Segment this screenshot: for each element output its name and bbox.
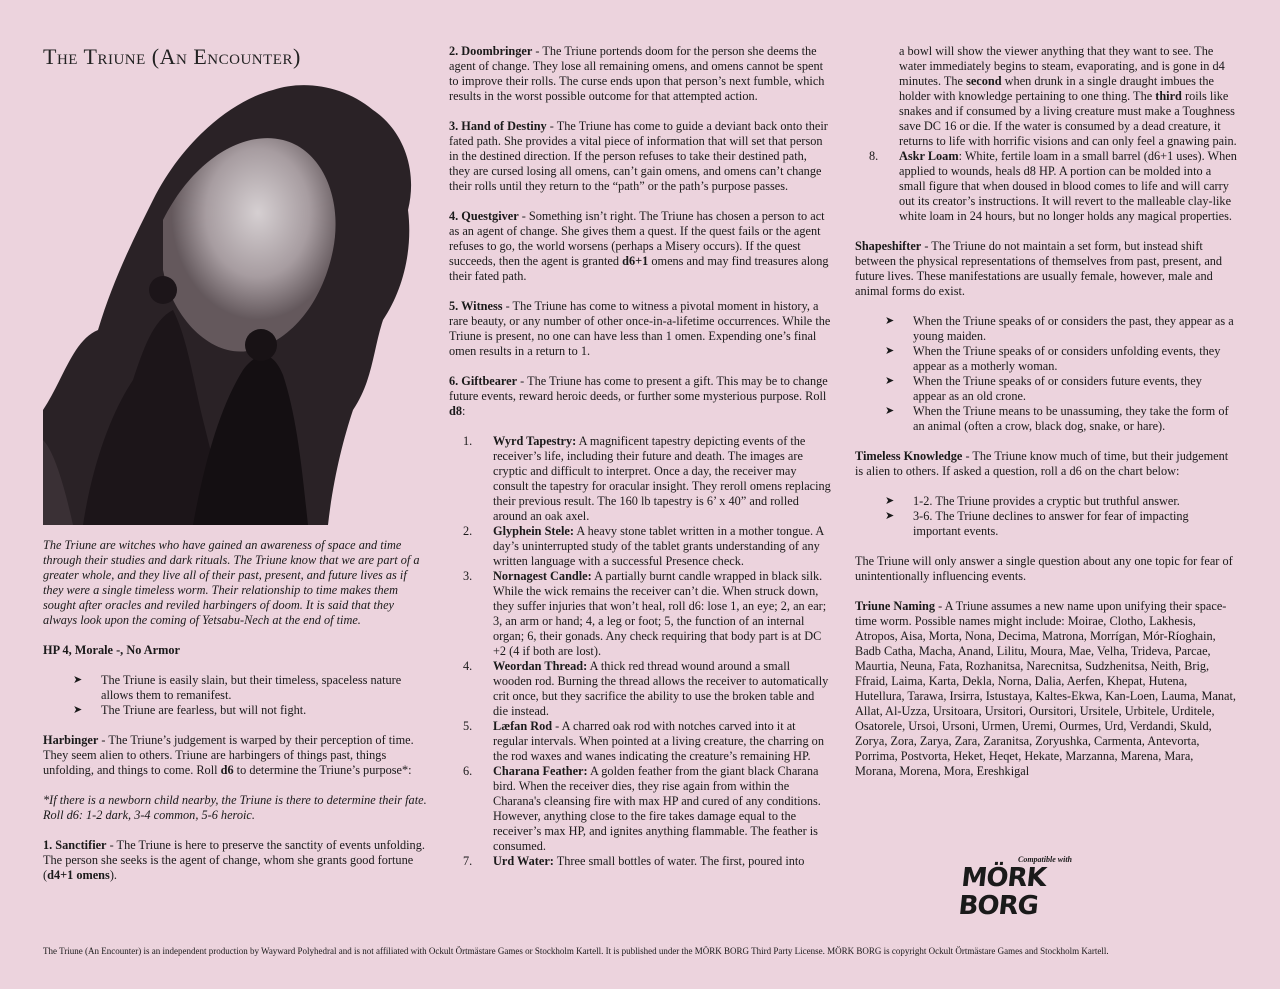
- trait-list: [43, 673, 428, 718]
- timeless-list: [855, 494, 1237, 539]
- list-item: 8. Askr Loam: White, fertile loam in a small barrel (d6+1 uses). When applied to wounds, heals d8 HP. A portion can be molded into a small figure that when doused in blood comes to life and will carry out its creator’s instructions. It will revert to the malleable clay-like white loam in 24 hours, but no longer holds any magical properties.: [869, 149, 1237, 223]
- logo-small-text: Compatible with: [1017, 855, 1072, 864]
- logo-big-text: MÖRK BORG: [956, 863, 1048, 921]
- shapeshifter-section: Shapeshifter - The Triune do not maintain a set form, but instead shift between the physical representations of themselves from past, present, and future lives. These manifestations are usually female, however, male and animal forms do exist.: [855, 239, 1223, 298]
- mork-borg-logo: [956, 855, 1110, 921]
- intro-text: The Triune are witches who have gained an awareness of space and time through their studies and dark rituals. The Triune know that we are part of a greater whole, and they live all of their past, present, and future lives as if they were a single timeless worm. Their relationship to time makes them sought after oracles and reviled harbingers of doom. It is said that they always look upon the coming of Yetsabu-Nech at the end of time.: [43, 538, 420, 627]
- list-item: 3. Nornagest Candle: A partially burnt candle wrapped in black silk. While the wick remains the receiver can’t die. When struck down, they suffer injuries that won’t heal, roll d6: lose 1, an eye; 2, an ear; 3, an arm or hand; 4, a leg or foot; 5, the function of an internal organ; 6, their gonads. Any check requiring that body part is at DC +2 (4 if both are lost).: [463, 569, 827, 658]
- list-item: ➤ The Triune are fearless, but will not fight.: [43, 703, 428, 718]
- list-item: 5. Læfan Rod - A charred oak rod with notches carved into it at regular intervals. When pointed at a living creature, the charring on the rod waxes and wanes indicating the creature’s remaining HP.: [463, 719, 824, 763]
- list-item: 7. Urd Water: Three small bottles of water. The first, poured into: [463, 854, 805, 868]
- list-item: ➤ When the Triune speaks of or considers the past, they appear as a young maiden.: [855, 314, 1237, 344]
- timeless-section: Timeless Knowledge - The Triune know much of time, but their judgement is alien to others. If asked a question, roll a d6 on the chart below:: [855, 449, 1229, 478]
- gift-list: [449, 434, 831, 869]
- list-item: 1. Wyrd Tapestry: A magnificent tapestry depicting events of the receiver’s life, including their future and death. The images are cryptic and difficult to interpret. Once a day, the receiver may consult the tapestry for oracular insight. They reroll omens replacing their previous result. The 160 lb tapestry is 6’ x 40” and rolled around an oak axel.: [463, 434, 831, 523]
- list-item: ➤ When the Triune speaks of or considers future events, they appear as an old crone.: [855, 374, 1237, 404]
- footnote: *If there is a newborn child nearby, the Triune is there to determine their fate. Roll d6: 1-2 dark, 3-4 common, 5-6 heroic.: [43, 793, 427, 822]
- sanctifier-section: 1. Sanctifier - The Triune is here to preserve the sanctity of events unfolding. The person she seeks is the agent of change, whom she grants good fortune (d4+1 omens).: [43, 838, 425, 882]
- harbinger-section: Harbinger - The Triune’s judgement is warped by their perception of time. They seem alien to others. Triune are harbingers of things past, things unfolding, and things to come. Roll d6 to determine the Triune’s purpose*:: [43, 733, 414, 777]
- witches-illustration: [43, 80, 428, 525]
- list-item: 6. Charana Feather: A golden feather from the giant black Charana bird. When the receiver dies, they rise again from within the Charana's cleansing fire with max HP and cured of any conditions. However, anything close to the fire takes damage equal to the receiver’s max HP, and ignites anything flammable. The feather is consumed.: [463, 764, 821, 853]
- doombringer-section: 2. Doombringer - The Triune portends doom for the person she deems the agent of change. They lose all remaining omens, and omens cannot be spent to improve their rolls. The curse ends upon that person’s next fumble, which results in the worst possible outcome for that attempted action.: [449, 44, 825, 103]
- column-middle: [449, 44, 831, 869]
- list-item: 4. Weordan Thread: A thick red thread wound around a small wooden rod. Burning the thread allows the receiver to automatically crit once, but they sacrifice the ability to use the broken table and die instead.: [463, 659, 829, 718]
- witness-section: 5. Witness - The Triune has come to witness a pivotal moment in history, a rare beauty, or any number of other once-in-a-lifetime occurrences. While the Triune is present, no one can have less than 1 omen. Expending one’s final omen results in a return to 1.: [449, 299, 831, 358]
- license-footer: The Triune (An Encounter) is an independent production by Wayward Polyhedral and is not affiliated with Ockult Örtmästare Games or Stockholm Kartell. It is published under the MÖRK BORG Third Party License. MÖRK BORG is copyright Ockult Örtmästare Games and Stockholm Kartell.: [43, 946, 1109, 956]
- naming-section: Triune Naming - A Triune assumes a new name upon unifying their space-time worm. Possible names might include: Moirae, Clotho, Lakhesis, Atropos, Aisa, Morta, Nona, Decima, Matrona, Morrígan, Mór-Ríoghain, Badb Catha, Macha, Anand, Lilitu, Moura, Mae, Velha, Trideva, Parcae, Maurtia, Neuna, Fata, Rozhanitsa, Narecnitsa, Sudzhenitsa, Neith, Brig, Ffraid, Laima, Karta, Dekla, Norna, Dalia, Aerfen, Khepat, Hutena, Hutellura, Tarawa, Irsirra, Istustaya, Kaltes-Ekwa, Kan-Loen, Lauma, Manat, Allat, Al-Uzza, Ursitoara, Ursitori, Oursitori, Ursitele, Urbitele, Urditele, Osatorele, Ursoi, Ursoni, Urmen, Uremi, Ourmes, Urd, Verdandi, Skuld, Zorya, Zora, Zarya, Zara, Zaranitsa, Zoryushka, Carmenta, Antevorta, Porrima, Postvorta, Heket, Heqet, Hekate, Marzanna, Marena, Mara, Morana, Morena, Mora, Ereshkigal: [855, 599, 1236, 778]
- gift-list-continued: [855, 44, 1237, 224]
- list-item: ➤ When the Triune means to be unassuming, they take the form of an animal (often a crow, black dog, snake, or hare).: [855, 404, 1237, 434]
- page-title: The Triune (An Encounter): [43, 44, 301, 69]
- giftbearer-section: 6. Giftbearer - The Triune has come to present a gift. This may be to change future events, reward heroic deeds, or further some mysterious purpose. Roll d8:: [449, 374, 828, 418]
- column-left: [43, 538, 428, 883]
- single-question-note: The Triune will only answer a single question about any one topic for fear of unintentionally influencing events.: [855, 554, 1233, 583]
- destiny-section: 3. Hand of Destiny - The Triune has come to guide a deviant back onto their fated path. She provides a vital piece of information that will set that person in the destined direction. If the person refuses to take their destined path, they are cursed losing all omens, can’t gain omens, and omens can’t change their rolls until they return to the “path” or the path’s purpose passes.: [449, 119, 828, 193]
- column-right: [855, 44, 1237, 779]
- questgiver-section: 4. Questgiver - Something isn’t right. The Triune has chosen a person to act as an agent of change. She gives them a quest. If the quest fails or the agent refuses to go, the world worsens (perhaps a Misery occurs). If the quest succeeds, then the agent is granted d6+1 omens and may find treasures along their fated path.: [449, 209, 829, 283]
- list-item: ➤ The Triune is easily slain, but their timeless, spaceless nature allows them to remanifest.: [43, 673, 428, 703]
- list-item: ➤ When the Triune speaks of or considers unfolding events, they appear as a motherly woman.: [855, 344, 1237, 374]
- list-item: ➤ 3-6. The Triune declines to answer for fear of impacting important events.: [855, 509, 1237, 539]
- stat-block: HP 4, Morale -, No Armor: [43, 643, 180, 657]
- list-item: a bowl will show the viewer anything that they want to see. The water immediately begins to steam, evaporating, and is gone in d4 minutes. The second when drunk in a single draught imbues the holder with knowledge pertaining to one thing. The third roils like snakes and if consumed by a living creature must make a Toughness save DC 16 or die. If the water is consumed by a dead creature, it returns to life with horrific visions and can only feel a gnawing pain.: [899, 44, 1237, 148]
- shape-list: [855, 314, 1237, 434]
- list-item: 2. Glyphein Stele: A heavy stone tablet written in a mother tongue. A day’s uninterrupted study of the tablet grants understanding of any written language with a successful Presence check.: [463, 524, 824, 568]
- list-item: ➤ 1-2. The Triune provides a cryptic but truthful answer.: [855, 494, 1237, 509]
